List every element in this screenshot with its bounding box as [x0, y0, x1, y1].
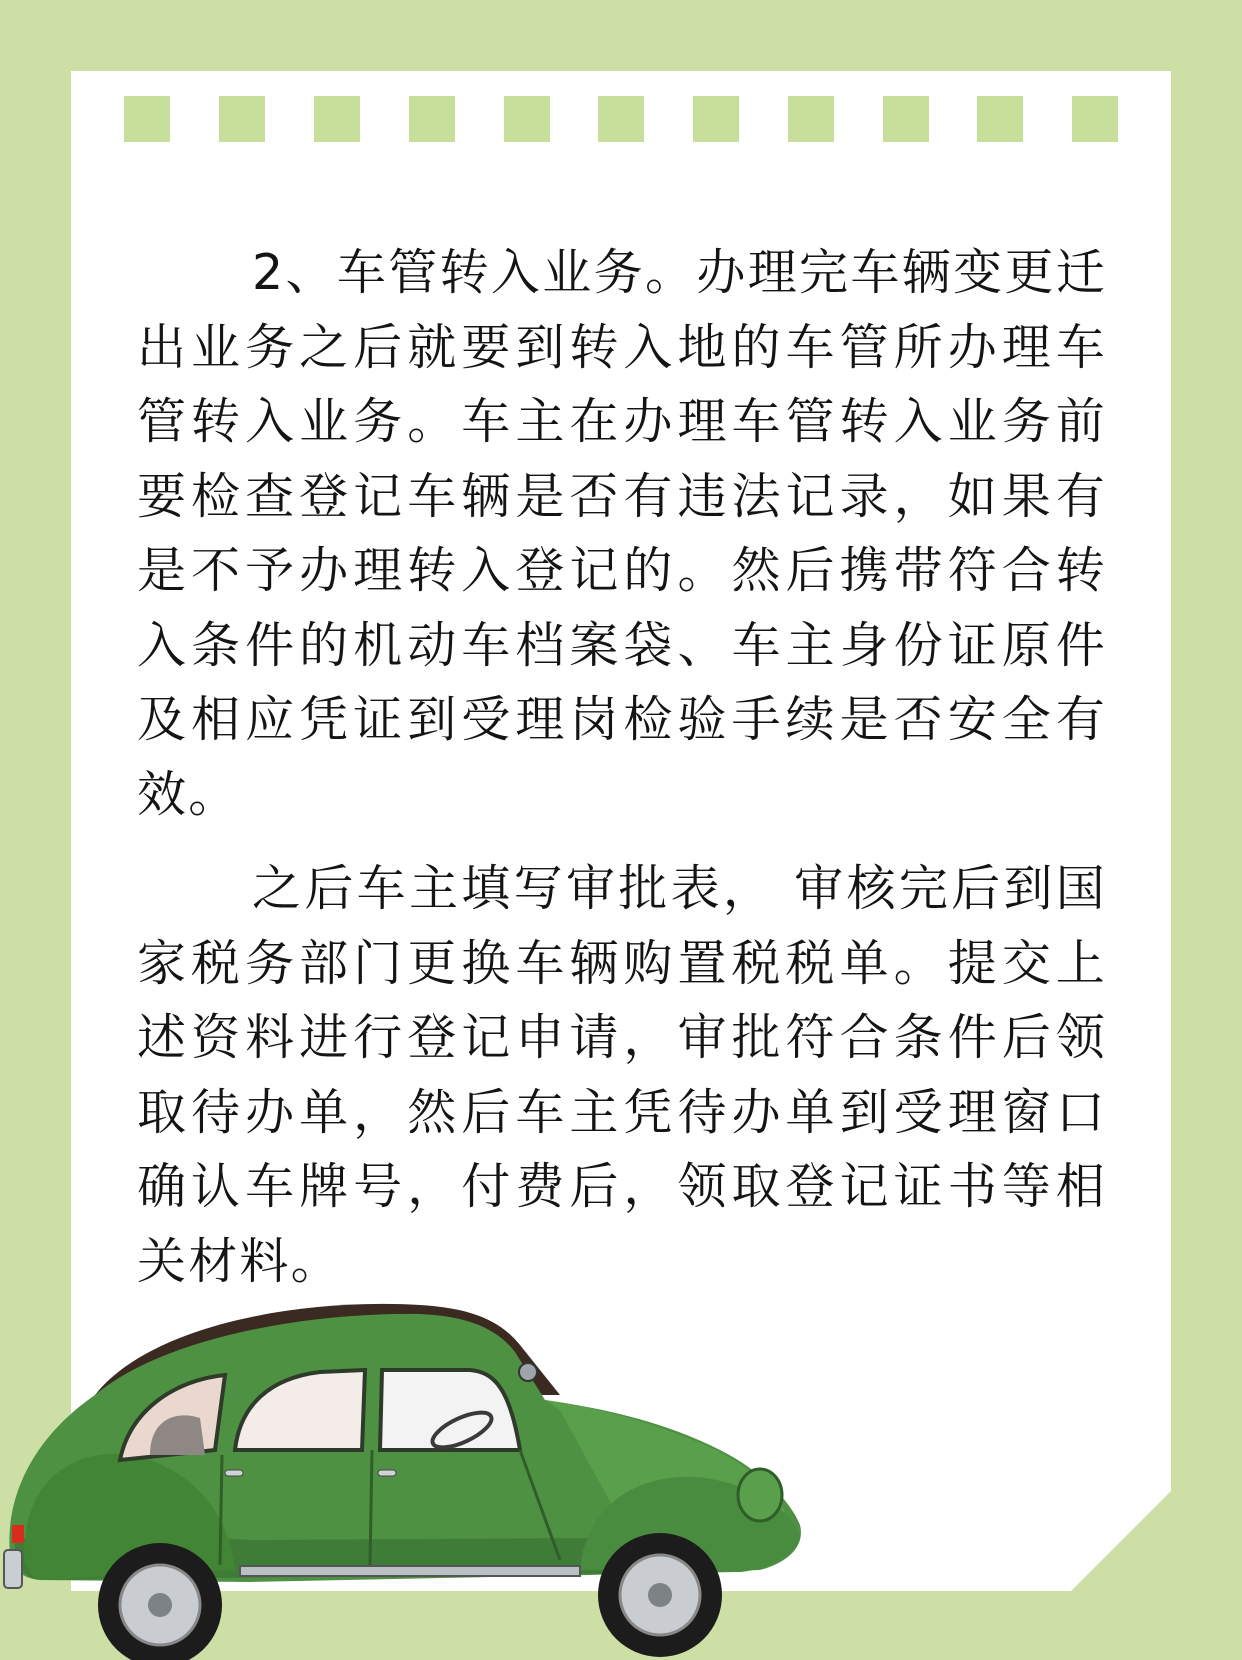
binder-tab — [409, 96, 455, 142]
paragraph-registration: 之后车主填写审批表， 审核完后到国家税务部门更换车辆购置税税单。提交上述资料进行登记申请，审批符合条件后领取待办单，然后车主凭待办单到受理窗口确认车牌号，付费后，领取登记证书等相关材料。 — [137, 860, 1107, 1290]
binder-tab — [788, 96, 834, 142]
binder-tab — [124, 96, 170, 142]
binder-tab — [883, 96, 929, 142]
paragraph-transfer-in: 2、车管转入业务。办理完车辆变更迁出业务之后就要到转入地的车管所办理车管转入业务。车主在办理车管转入业务前要检查登记车辆是否有违法记录，如果有是不予办理转入登记的。然后携带符合转入条件的机动车档案袋、车主身份证原件及相应凭证到受理岗检验手续是否安全有效。 — [137, 244, 1107, 823]
binder-tabs — [124, 96, 1118, 142]
binder-tab — [693, 96, 739, 142]
binder-tab — [1072, 96, 1118, 142]
article-body — [137, 236, 1107, 1319]
green-vintage-car-icon — [0, 1300, 830, 1660]
binder-tab — [977, 96, 1023, 142]
binder-tab — [504, 96, 550, 142]
binder-tab — [598, 96, 644, 142]
binder-tab — [314, 96, 360, 142]
binder-tab — [219, 96, 265, 142]
